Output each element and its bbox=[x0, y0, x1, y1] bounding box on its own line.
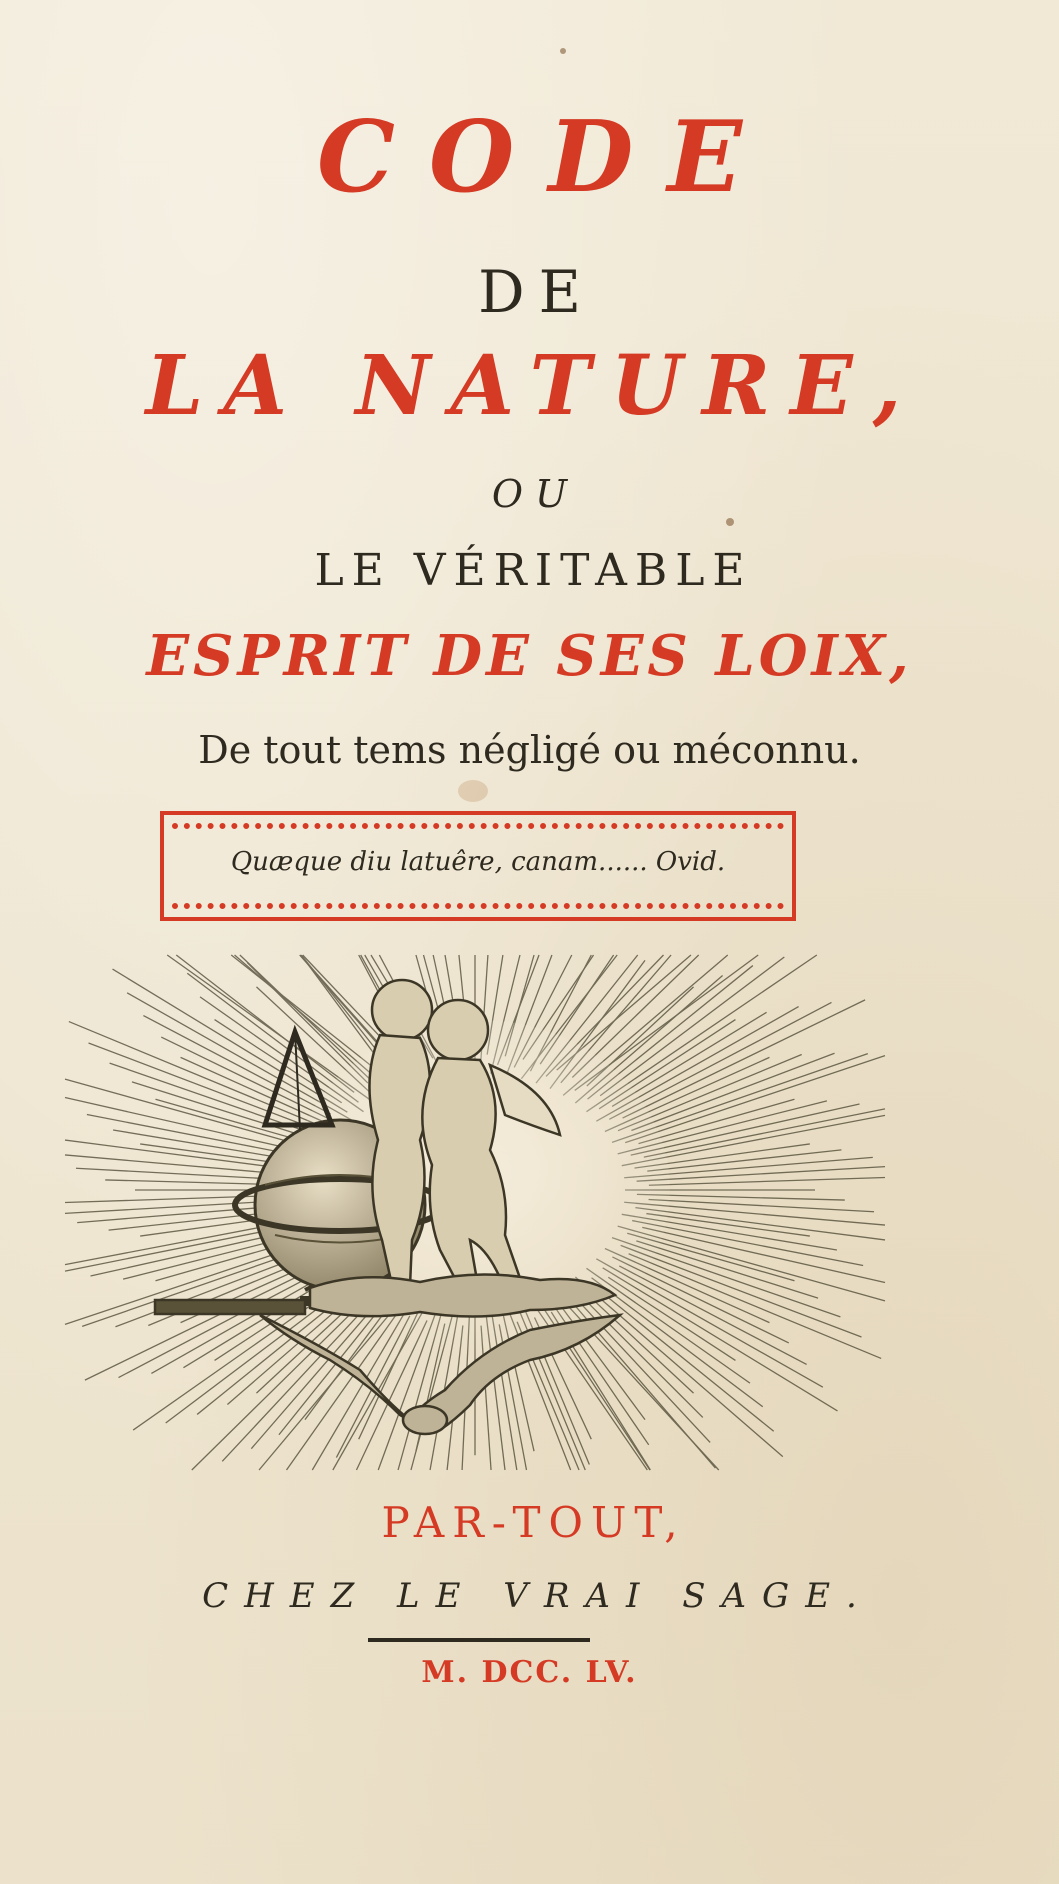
subtitle: De tout tems négligé ou méconnu. bbox=[198, 728, 861, 772]
title-ou: OU bbox=[491, 472, 580, 516]
imprint-publisher: CHEZ LE VRAI SAGE. bbox=[202, 1576, 873, 1616]
title-esprit-de-ses-loix: ESPRIT DE SES LOIX, bbox=[146, 623, 913, 689]
title-de: DE bbox=[478, 258, 595, 326]
foxing-stain bbox=[458, 780, 488, 802]
sunburst-ray bbox=[621, 1245, 862, 1337]
motto-text: Quæque diu latuêre, canam...... Ovid. bbox=[230, 847, 726, 877]
motto-frame bbox=[160, 811, 796, 921]
sunburst-ray bbox=[625, 1056, 885, 1143]
imprint-rule bbox=[368, 1638, 590, 1642]
title-le-veritable: LE VÉRITABLE bbox=[314, 545, 753, 596]
sunburst-ray bbox=[89, 1043, 330, 1135]
imprint-date: M. DCC. LV. bbox=[421, 1655, 638, 1690]
sunburst-ray bbox=[635, 1208, 885, 1240]
sunburst-ray bbox=[603, 1268, 838, 1411]
engraved-vignette bbox=[60, 950, 890, 1475]
sunburst-ray bbox=[623, 1000, 866, 1118]
imprint-place: PAR-TOUT, bbox=[381, 1498, 686, 1547]
sunburst-ray bbox=[113, 969, 348, 1112]
title-la-nature: LA NATURE, bbox=[145, 338, 922, 434]
sunburst-ray bbox=[85, 1262, 328, 1380]
foxing-spot bbox=[560, 48, 566, 54]
foxing-spot bbox=[726, 518, 734, 526]
sunburst-ray bbox=[600, 957, 784, 1096]
title-code: CODE bbox=[316, 100, 777, 215]
sunburst-ray bbox=[649, 1199, 874, 1211]
